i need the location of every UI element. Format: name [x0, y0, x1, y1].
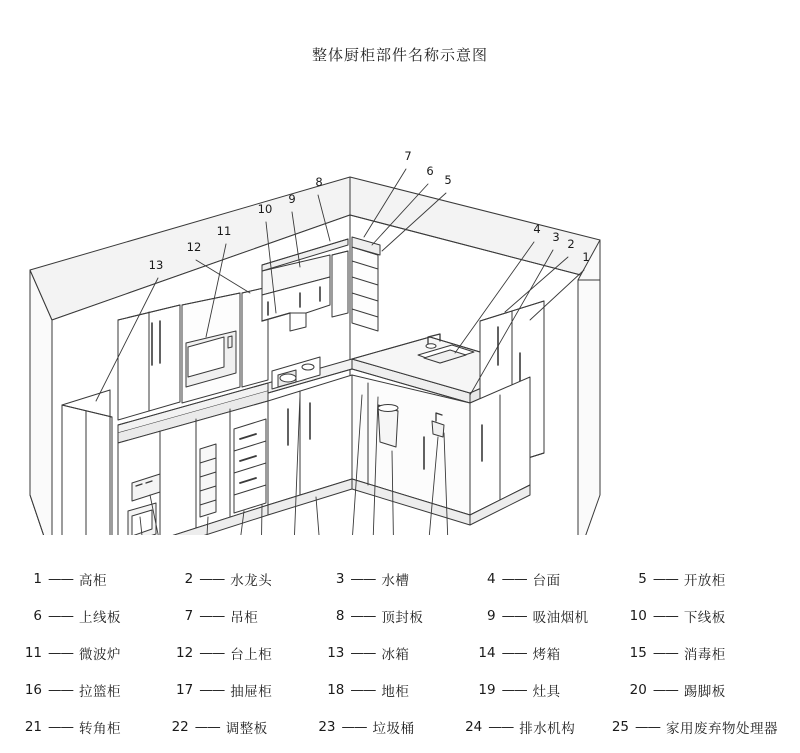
legend-label: 微波炉: [79, 646, 121, 663]
legend-number: 16: [24, 681, 42, 698]
legend-item-22: [169, 717, 316, 737]
legend-dash: ——: [350, 681, 376, 698]
legend-label: 抽屉柜: [230, 683, 273, 700]
legend-label: 垃圾桶: [372, 720, 415, 737]
callout-number: 8: [315, 175, 323, 189]
legend-item-12: [173, 643, 324, 663]
legend-number: 8: [335, 607, 345, 624]
legend-number: 10: [629, 607, 647, 624]
legend-number: 18: [327, 681, 345, 698]
legend-number: 9: [487, 607, 496, 624]
legend-dash: ——: [48, 570, 73, 587]
legend-label: 高柜: [79, 572, 107, 589]
legend-row: [22, 560, 778, 597]
legend-number: 20: [629, 681, 647, 698]
legend-dash: ——: [48, 644, 73, 661]
legend-item-17: [173, 680, 324, 700]
legend-item-4: [476, 569, 627, 589]
legend-label: 开放柜: [683, 572, 726, 589]
callout-number: 1: [582, 250, 590, 264]
legend-row: [22, 597, 778, 634]
legend-number: 11: [24, 644, 42, 661]
legend-label: 烤箱: [532, 646, 561, 663]
legend-item-1: [22, 569, 173, 589]
legend-dash: ——: [652, 607, 678, 624]
legend-label: 水龙头: [230, 572, 273, 589]
legend-number: 13: [327, 644, 345, 661]
legend-label: 家用废弃物处理器: [666, 720, 778, 737]
legend-dash: ——: [199, 570, 225, 587]
legend-dash: ——: [350, 607, 376, 624]
callout-number: 12: [186, 240, 202, 254]
legend-number: 23: [318, 718, 336, 735]
legend-number: 4: [487, 570, 496, 587]
legend-dash: ——: [194, 718, 220, 735]
legend-number: 12: [176, 644, 194, 661]
legend-dash: ——: [635, 718, 660, 735]
legend-number: 14: [478, 644, 496, 661]
legend-item-25: [609, 717, 778, 737]
legend-label: 排水机构: [519, 720, 576, 737]
legend-row: [22, 634, 778, 671]
legend-label: 冰箱: [381, 646, 410, 663]
legend-dash: ——: [48, 681, 73, 698]
callout-number: 3: [552, 230, 560, 244]
legend-label: 地柜: [381, 683, 410, 700]
legend-label: 消毒柜: [683, 646, 726, 663]
legend-dash: ——: [652, 644, 678, 661]
legend-dash: ——: [501, 607, 527, 624]
callout-number: 2: [567, 237, 575, 251]
legend-number: 15: [629, 644, 647, 661]
callout-number: 11: [216, 224, 232, 238]
legend-item-6: [22, 606, 173, 626]
callout-number: 7: [404, 149, 412, 163]
legend-item-13: [324, 643, 475, 663]
legend-dash: ——: [350, 644, 376, 661]
legend-label: 拉篮柜: [79, 683, 121, 700]
legend: [0, 560, 800, 745]
legend-item-11: [22, 643, 173, 663]
legend-item-3: [324, 569, 475, 589]
legend-item-14: [476, 643, 627, 663]
legend-item-9: [476, 606, 627, 626]
callout-number: 6: [426, 164, 434, 178]
kitchen-cabinet-diagram: [0, 65, 800, 535]
legend-item-16: [22, 680, 173, 700]
legend-dash: ——: [48, 718, 73, 735]
legend-dash: ——: [501, 681, 527, 698]
legend-number: 3: [335, 570, 345, 587]
legend-label: 吸油烟机: [532, 609, 589, 626]
legend-dash: ——: [652, 681, 678, 698]
legend-item-18: [324, 680, 475, 700]
page-title: 整体厨柜部件名称示意图: [311, 46, 488, 64]
legend-item-21: [22, 717, 169, 737]
legend-number: 2: [184, 570, 194, 587]
legend-label: 台上柜: [230, 646, 273, 663]
legend-dash: ——: [199, 607, 225, 624]
legend-item-20: [627, 680, 778, 700]
callout-number: 10: [257, 202, 273, 216]
diagram-drawing: [0, 65, 800, 535]
legend-dash: ——: [199, 681, 225, 698]
legend-dash: ——: [488, 718, 514, 735]
legend-label: 下线板: [683, 609, 726, 626]
legend-dash: ——: [341, 718, 367, 735]
legend-dash: ——: [501, 570, 527, 587]
legend-label: 灶具: [532, 683, 561, 700]
legend-dash: ——: [350, 570, 376, 587]
legend-number: 1: [33, 570, 42, 587]
legend-label: 调整板: [225, 720, 268, 737]
legend-label: 转角柜: [79, 720, 121, 737]
legend-dash: ——: [501, 644, 527, 661]
legend-number: 17: [176, 681, 194, 698]
legend-item-7: [173, 606, 324, 626]
legend-label: 台面: [532, 572, 561, 589]
legend-item-10: [627, 606, 778, 626]
legend-dash: ——: [48, 607, 73, 624]
legend-number: 6: [33, 607, 42, 624]
legend-item-15: [627, 643, 778, 663]
legend-label: 水槽: [381, 572, 410, 589]
legend-item-8: [324, 606, 475, 626]
legend-dash: ——: [652, 570, 678, 587]
legend-row: [22, 671, 778, 708]
callout-number: 13: [148, 258, 164, 272]
legend-item-2: [173, 569, 324, 589]
legend-dash: ——: [199, 644, 225, 661]
callout-number: 9: [288, 192, 296, 206]
legend-label: 顶封板: [381, 609, 424, 626]
legend-label: 吊柜: [230, 609, 259, 626]
callout-number: 4: [533, 222, 541, 236]
legend-label: 上线板: [79, 609, 121, 626]
legend-number: 5: [638, 570, 647, 587]
legend-item-23: [316, 717, 463, 737]
legend-item-24: [462, 717, 609, 737]
legend-number: 25: [611, 718, 629, 735]
legend-number: 24: [465, 718, 483, 735]
legend-row: [22, 708, 778, 745]
legend-number: 7: [184, 607, 194, 624]
legend-number: 22: [171, 718, 189, 735]
legend-number: 21: [24, 718, 42, 735]
legend-item-5: [627, 569, 778, 589]
legend-item-19: [476, 680, 627, 700]
legend-label: 踢脚板: [683, 683, 726, 700]
legend-number: 19: [478, 681, 496, 698]
callout-number: 5: [444, 173, 452, 187]
